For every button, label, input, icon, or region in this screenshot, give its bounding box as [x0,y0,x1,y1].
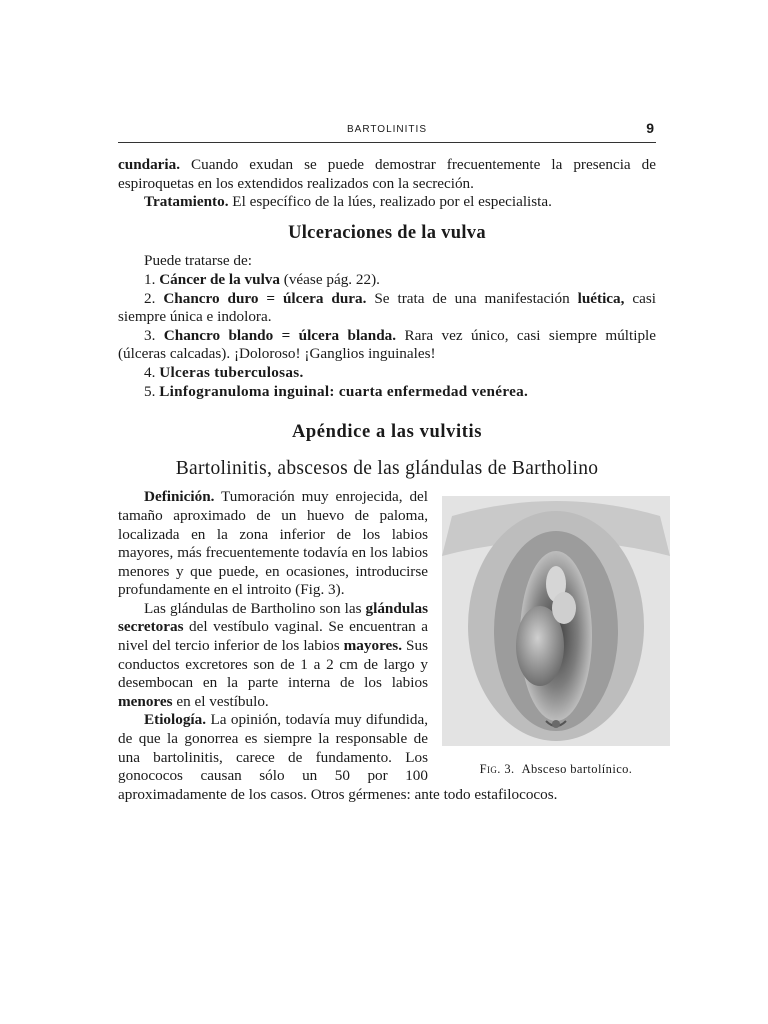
list-item [118,364,656,383]
paragraph-text: Sus conductos excretores son de 1 a 2 cm de largo y desembocan en la parte interna de los labios [118,637,429,692]
section-heading-bartolinitis: Bartolinitis, abscesos de las glándulas de Bartholino [175,457,599,479]
emphasis-term: menores [118,692,173,710]
run-in-term: Definición. [144,488,215,506]
anatomical-drawing [442,496,670,746]
list-number: 1. [144,270,156,288]
list-term: Ulceras tuberculosas. [159,363,304,381]
paragraph-text: Cuando exudan se puede demostrar frecuentemente la presencia de espiroquetas en los extendidos realizados con la secreción. [118,156,656,192]
paragraph-text: La opinión, todavía muy difundida, de que la gonorrea es siempre la responsable de una bartolinitis, carece de fundamento. Los gonococos causan sólo un 50 por 100 aproximadamente de los casos. Otros gérmenes: ante todo estafilococos. [118,711,558,803]
list-item [118,327,656,364]
list-lead: Puede tratarse de: [144,252,252,270]
running-title: BARTOLINITIS [347,124,427,135]
list-term: Chancro duro = úlcera dura. [163,289,367,307]
list-item [118,383,656,402]
paragraph-treatment [118,193,656,212]
run-in-term: Tratamiento. [144,193,229,211]
list-term: Linfogranuloma inguinal: cuarta enfermedad venérea. [159,382,529,400]
list-text: Rara vez único, casi siempre múltiple (úlceras calcadas). ¡Doloroso! ¡Ganglios inguinales! [118,326,657,363]
figure-3 [442,496,670,779]
paragraph-text: Las glándulas de Bartholino son las [144,599,366,617]
paragraph-text: Tumoración muy enrojecida, del tamaño aproximado de un huevo de paloma, localizada en la zona inferior de los labios mayores, más frecuentemente todavía en los labios menores y que puede, en ocasiones, introducirse profundamente en el introito (Fig. 3). [118,488,428,599]
paragraph-text: El específico de la lúes, realizado por el especialista. [228,193,552,211]
run-in-term: cundaria. [118,156,181,173]
list-term: Cáncer de la vulva [159,270,280,288]
list-number: 2. [144,289,156,307]
figure-caption-text: Absceso bartolínico. [521,762,633,777]
list-text: Se trata de una manifestación [366,289,578,307]
page-number: 9 [646,120,654,136]
paragraph-continuation [118,156,656,193]
emphasis-term: glándulas secretoras [118,599,428,636]
list-text: casi siempre única e indolora. [118,289,656,326]
section-heading-apendice: Apéndice a las vulvitis [291,422,483,443]
list-item [118,290,656,327]
list-item [118,271,656,290]
paragraph-text: en el vestíbulo. [172,692,269,710]
list-number: 5. [144,382,156,400]
run-in-term: Etiología. [144,711,207,729]
paragraph-text: del vestíbulo vaginal. Se encuentran a nivel del tercio inferior de los labios [118,618,428,655]
list-number: 3. [144,326,156,344]
list-term: Chancro blando = úlcera blanda. [163,326,397,344]
page-body [118,156,656,804]
figure-caption [442,760,670,779]
emphasis-term: mayores. [343,637,403,655]
figure-illustration [442,496,670,746]
running-header [118,120,656,143]
list-term: luética, [577,289,625,307]
figure-label: Fig. 3. [479,762,515,777]
section-heading-ulceraciones: Ulceraciones de la vulva [288,222,486,243]
list-number: 4. [144,363,156,381]
list-text: (véase pág. 22). [279,270,380,288]
